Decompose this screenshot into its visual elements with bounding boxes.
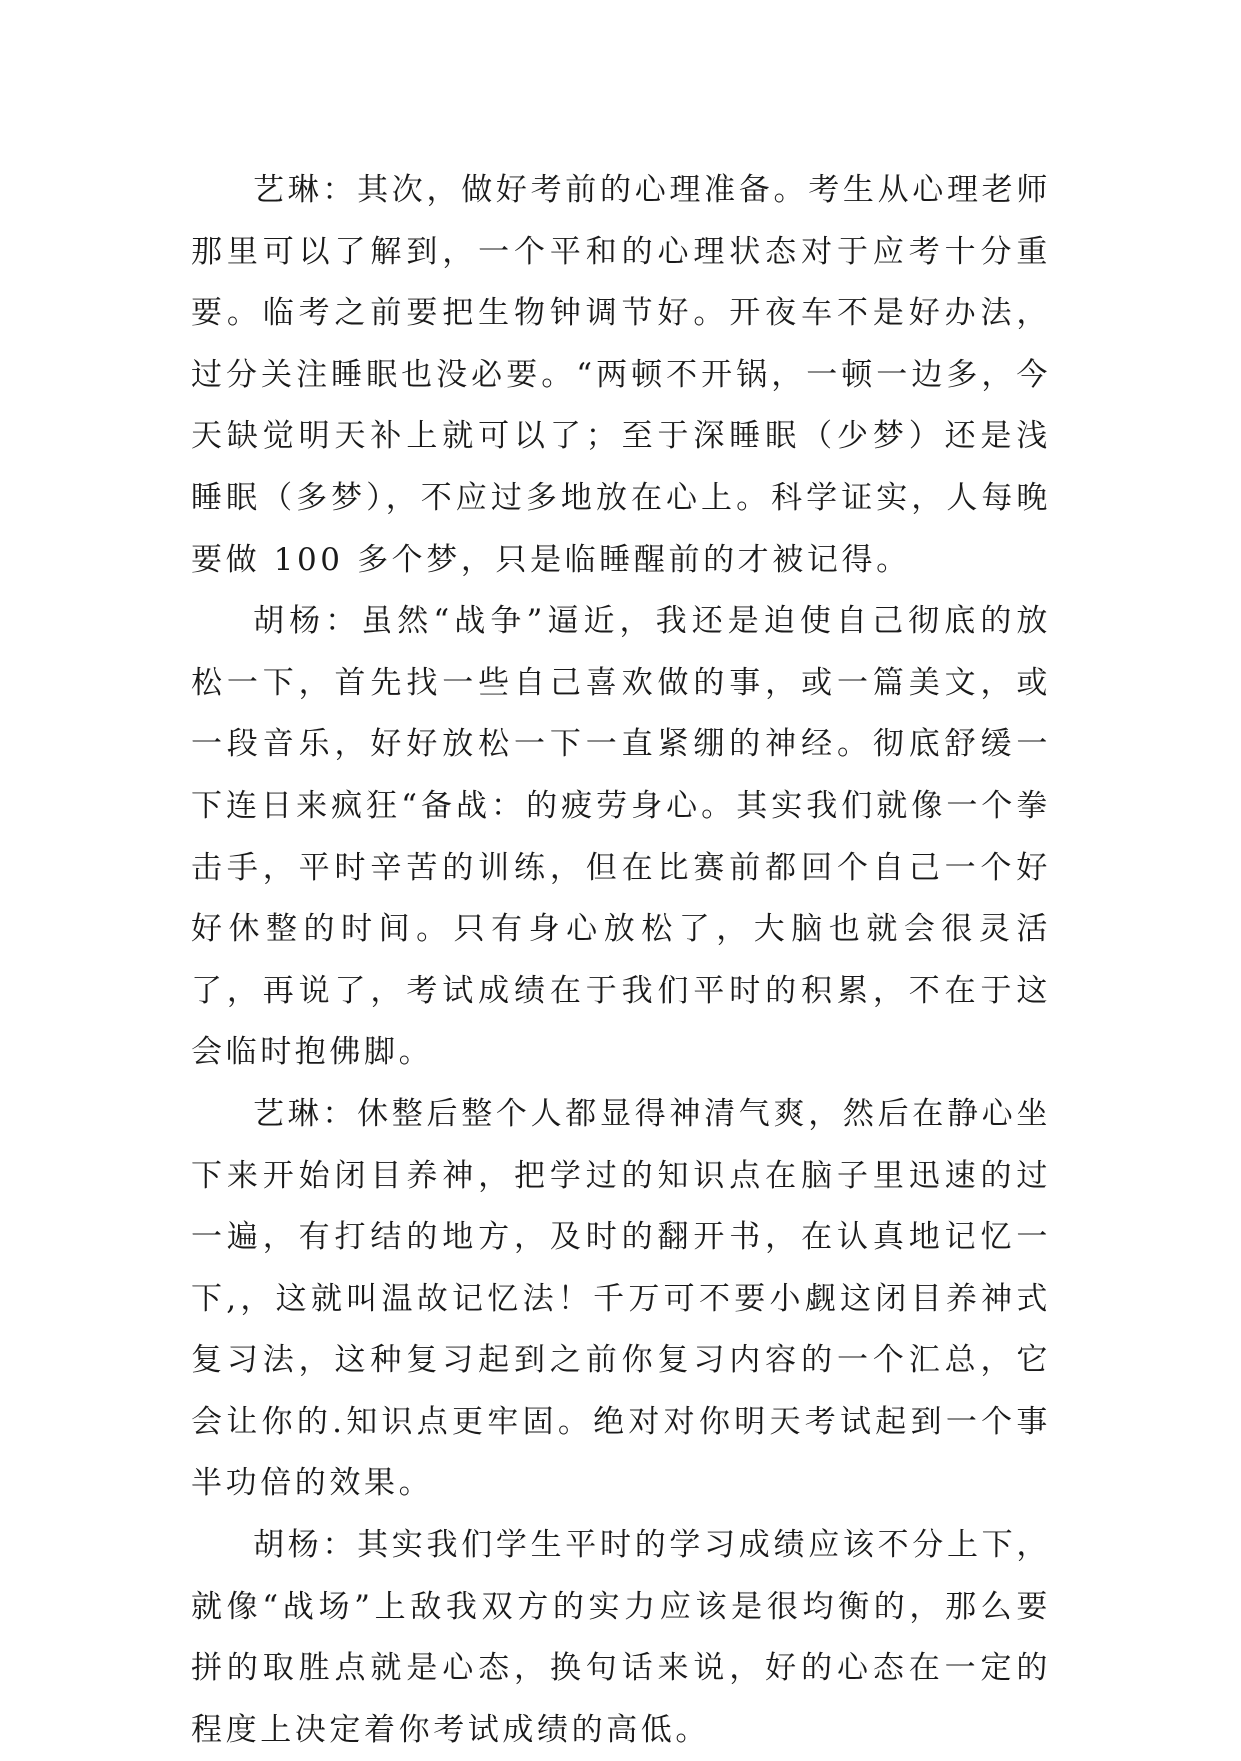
paragraph-yilin-psychology: 艺琳：其次，做好考前的心理准备。考生从心理老师那里可以了解到，一个平和的心理状态对于应考十分重要。临考之前要把生物钟调节好。开夜车不是好办法，过分关注睡眠也没必要。“两顿不开锅，一顿一边多，今天缺觉明天补上就可以了；至于深睡眠（少梦）还是浅睡眠（多梦），不应过多地放在心上。科学证实，人每晚要做 100 多个梦，只是临睡醒前的才被记得。 xyxy=(191,172,1051,578)
paragraph-huyang-mindset: 胡杨：其实我们学生平时的学习成绩应该不分上下，就像“战场”上敌我双方的实力应该是很均衡的，那么要拼的取胜点就是心态，换句话来说，好的心态在一定的程度上决定着你考试成绩的高低。 xyxy=(191,1527,1051,1748)
document-page xyxy=(191,160,1051,1761)
paragraph-yilin-review: 艺琳：休整后整个人都显得神清气爽，然后在静心坐下来开始闭目养神，把学过的知识点在脑子里迅速的过一遍，有打结的地方，及时的翻开书，在认真地记忆一下,，这就叫温故记忆法！千万可不要小觑这闭目养神式复习法，这种复习起到之前你复习内容的一个汇总，它会让你的.知识点更牢固。绝对对你明天考试起到一个事半功倍的效果。 xyxy=(191,1095,1051,1502)
paragraph-huyang-relax: 胡杨：虽然“战争”逼近，我还是迫使自己彻底的放松一下，首先找一些自己喜欢做的事，或一篇美文，或一段音乐，好好放松一下一直紧绷的神经。彻底舒缓一下连日来疯狂“备战：的疲劳身心。其实我们就像一个拳击手，平时辛苦的训练，但在比赛前都回个自己一个好好休整的时间。只有身心放松了，大脑也就会很灵活了，再说了，考试成绩在于我们平时的积累，不在于这会临时抱佛脚。 xyxy=(191,603,1051,1071)
